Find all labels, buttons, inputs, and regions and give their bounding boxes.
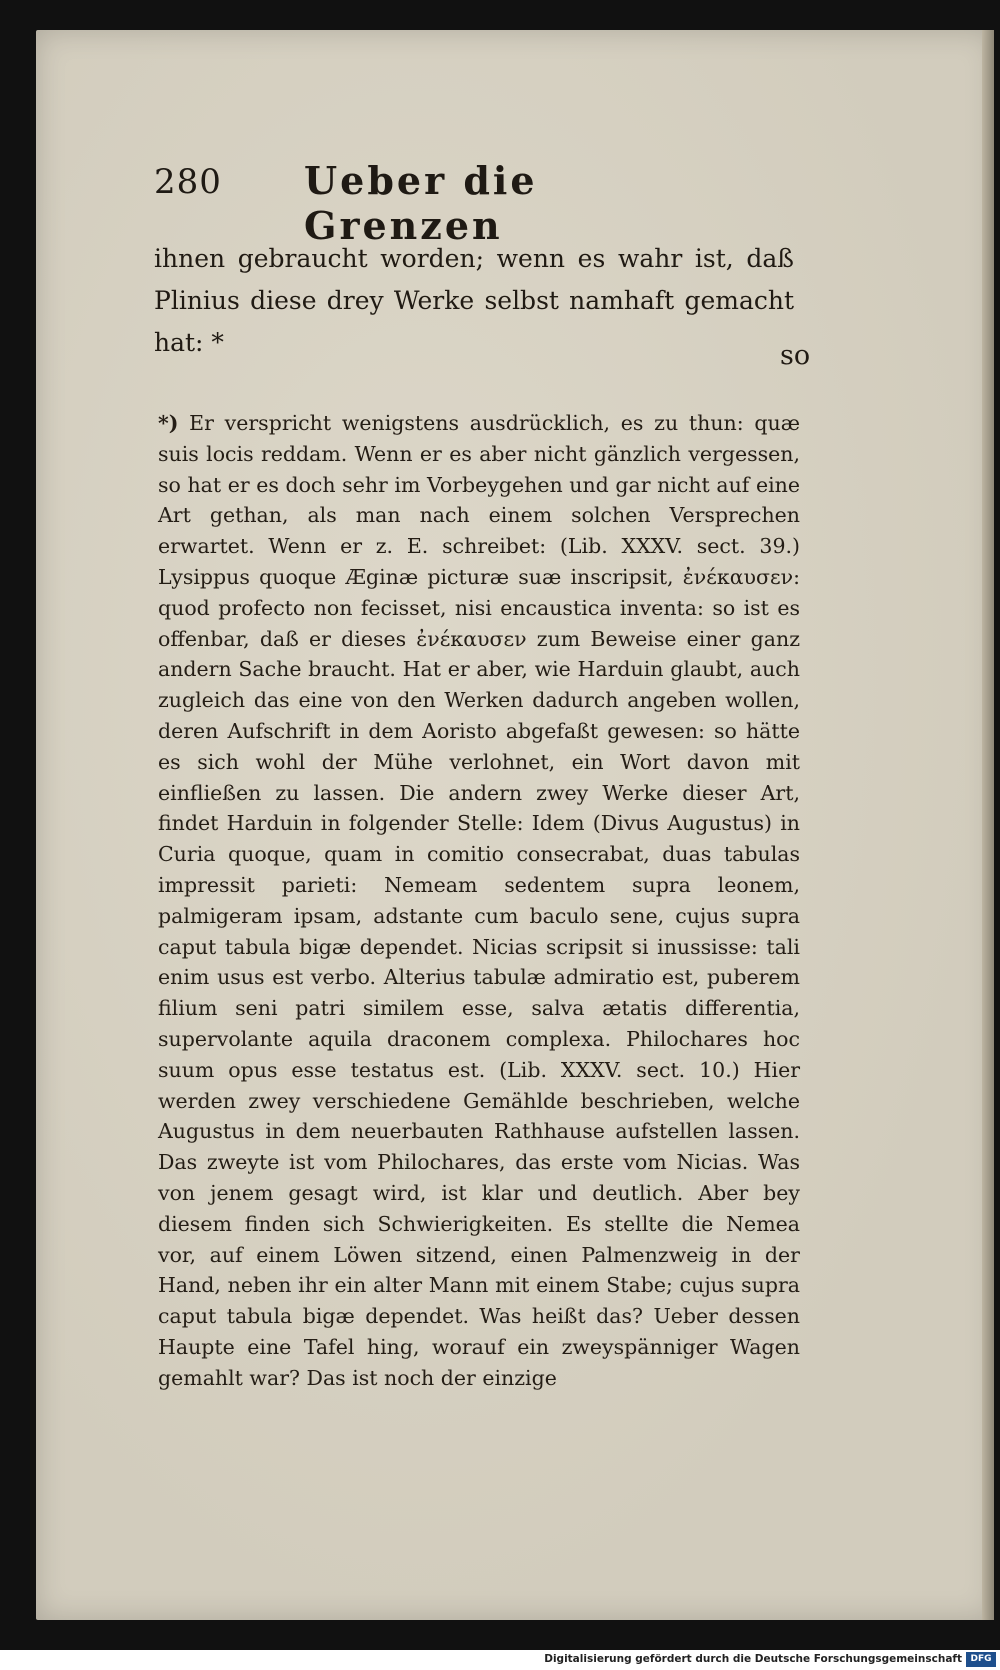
main-paragraph: ihnen gebraucht worden; wenn es wahr ist, daß Plinius diese drey Werke selbst namhaft gemacht hat: *	[154, 244, 794, 357]
footnote-text: Er verspricht wenigstens ausdrücklich, es zu thun: quæ suis locis reddam. Wenn er es aber nicht gänzlich vergessen, so hat er es doch sehr im Vorbeygehen und gar nicht auf eine Art gethan, als man nach einem solchen Versprechen erwartet. Wenn er z. E. schreibet: (Lib. XXXV. sect. 39.) Lysippus quoque Æginæ picturæ suæ inscripsit, ἐνέκαυσεν: quod profecto non fecisset, nisi encaustica inventa: so ist es offenbar, daß er dieses ἐνέκαυσεν zum Beweise einer ganz andern Sache braucht. Hat er aber, wie Harduin glaubt, auch zugleich das eine von den Werken dadurch angeben wollen, deren Aufschrift in dem Aoristo abgefaßt gewesen: so hätte es sich wohl der Mühe verlohnet, ein Wort davon mit einfließen zu lassen. Die andern zwey Werke dieser Art, findet Harduin in folgender Stelle: Idem (Divus Augustus) in Curia quoque, quam in comitio consecrabat, duas tabulas impressit parieti: Nemeam sedentem supra leonem, palmigeram ipsam, adstante cum baculo sene, cujus supra caput tabula bigæ dependet. Nicias scripsit si inussisse: tali enim usus est verbo. Alterius tabulæ admiratio est, puberem filium seni patri similem esse, salva ætatis differentia, supervolante aquila draconem complexa. Philochares hoc suum opus esse testatus est. (Lib. XXXV. sect. 10.) Hier werden zwey verschiedene Gemählde beschrieben, welche Augustus in dem neuerbauten Rathhause aufstellen lassen. Das zweyte ist vom Philochares, das erste vom Nicias. Was von jenem gesagt wird, ist klar und deutlich. Aber bey diesem finden sich Schwierigkeiten. Es stellte die Nemea vor, auf einem Löwen sitzend, einen Palmenzweig in der Hand, neben ihr ein alter Mann mit einem Stabe; cujus supra caput tabula bigæ dependet. Was heißt das? Ueber dessen Haupte eine Tafel hing, worauf ein zweyspänniger Wagen gemahlt war? Das ist noch der einzige	[158, 411, 800, 1390]
dfg-logo: DFG	[966, 1652, 996, 1667]
funding-credit: Digitalisierung gefördert durch die Deutsche Forschungsgemeinschaft	[544, 1653, 962, 1665]
footnote-paragraph	[158, 408, 800, 1394]
footnote	[158, 408, 800, 1394]
page-number: 280	[154, 162, 222, 202]
footer-bar	[0, 1650, 1000, 1670]
catchword: so	[780, 340, 811, 371]
footnote-marker: *)	[158, 411, 179, 435]
main-text	[154, 238, 794, 364]
running-title: Ueber die Grenzen	[304, 158, 538, 248]
page-edge	[982, 30, 994, 1620]
page-header	[154, 158, 714, 248]
